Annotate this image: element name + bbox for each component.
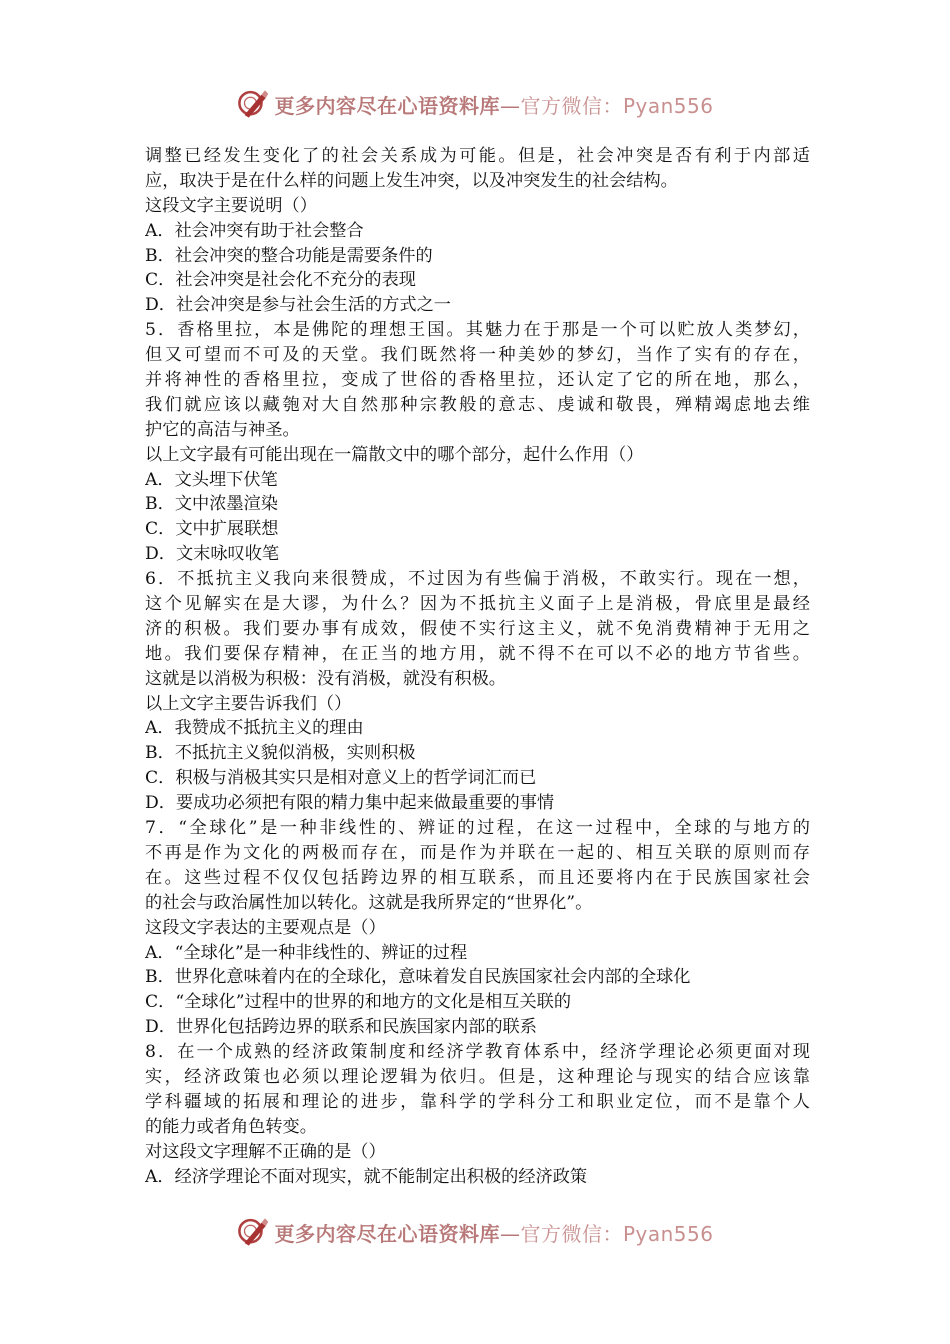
option-b: B．社会冲突的整合功能是需要条件的 xyxy=(145,245,433,266)
text-line: 的社会与政治属性加以转化。这就是我所界定的“世界化”。 xyxy=(145,892,593,913)
text-line: 但又可望而不可及的天堂。我们既然将一种美妙的梦幻，当作了实有的存在， xyxy=(145,345,810,366)
option-b: B．文中浓墨渲染 xyxy=(145,494,278,515)
text-line: 济的积极。我们要办事有成效，假使不实行这主义，就不免消费精神于无用之 xyxy=(145,618,810,639)
text-line: 8．在一个成熟的经济政策制度和经济学教育体系中，经济学理论必须更面对现 xyxy=(145,1042,810,1063)
option-d: D．要成功必须把有限的精力集中起来做最重要的事情 xyxy=(145,793,555,814)
option-b: B．不抵抗主义貌似消极，实则积极 xyxy=(145,743,416,764)
pen-logo-icon xyxy=(236,1215,270,1249)
footer-banner-dash: — xyxy=(499,1221,521,1246)
text-line: 地。我们要保存精神，在正当的地方用，就不得不在可以不必的地方节省些。 xyxy=(145,643,810,664)
option-a: A．经济学理论不面对现实，就不能制定出积极的经济政策 xyxy=(145,1166,588,1187)
header-banner-text xyxy=(274,90,713,119)
question-prompt: 这段文字主要说明（） xyxy=(145,195,317,216)
header-banner-lead: 更多内容尽在心语资料库 xyxy=(274,93,500,118)
header-banner-contact: 官方微信：Pyan556 xyxy=(520,93,714,118)
option-d: D．文末咏叹收笔 xyxy=(145,544,280,565)
option-d: D．社会冲突是参与社会生活的方式之一 xyxy=(145,295,451,316)
header-banner-dash: — xyxy=(499,93,521,118)
footer-banner-contact: 官方微信：Pyan556 xyxy=(520,1221,714,1246)
option-a: A．文头埋下伏笔 xyxy=(145,469,278,490)
text-line: 并将神性的香格里拉，变成了世俗的香格里拉，还认定了它的所在地，那么， xyxy=(145,370,810,391)
footer-watermark-banner xyxy=(0,1212,950,1252)
option-c: C．文中扩展联想 xyxy=(145,519,279,540)
text-line: 学科疆域的拓展和理论的进步，靠科学的学科分工和职业定位，而不是靠个人 xyxy=(145,1091,810,1112)
option-c: C．“全球化”过程中的世界的和地方的文化是相互关联的 xyxy=(145,992,572,1013)
option-c: C．积极与消极其实只是相对意义上的哲学词汇而已 xyxy=(145,768,537,789)
text-line: 调整已经发生变化了的社会关系成为可能。但是，社会冲突是否有利于内部适 xyxy=(145,146,810,166)
text-line: 护它的高洁与神圣。 xyxy=(145,419,300,440)
text-line: 5．香格里拉，本是佛陀的理想王国。其魅力在于那是一个可以贮放人类梦幻， xyxy=(145,320,810,341)
question-prompt: 以上文字最有可能出现在一篇散文中的哪个部分，起什么作用（） xyxy=(145,444,644,465)
option-a: A．我赞成不抵抗主义的理由 xyxy=(145,718,364,739)
text-line: 应，取决于是在什么样的问题上发生冲突，以及冲突发生的社会结构。 xyxy=(145,170,678,191)
option-a: A．“全球化”是一种非线性的、辨证的过程 xyxy=(145,942,468,963)
text-line: 在。这些过程不仅仅包括跨边界的相互联系，而且还要将内在于民族国家社会 xyxy=(145,867,810,888)
question-prompt: 这段文字表达的主要观点是（） xyxy=(145,917,386,938)
header-watermark-banner xyxy=(0,84,950,124)
option-b: B．世界化意味着内在的全球化，意味着发自民族国家社会内部的全球化 xyxy=(145,967,691,988)
option-c: C．社会冲突是社会化不充分的表现 xyxy=(145,270,416,291)
question-prompt: 对这段文字理解不正确的是（） xyxy=(145,1141,386,1162)
footer-banner-text xyxy=(274,1218,713,1247)
text-line: 实，经济政策也必须以理论逻辑为依归。但是，这种理论与现实的结合应该靠 xyxy=(145,1066,810,1087)
text-line: 这个见解实在是大谬，为什么？因为不抵抗主义面子上是消极，骨底里是最经 xyxy=(145,594,810,615)
text-line: 的能力或者角色转变。 xyxy=(145,1116,317,1137)
text-line: 我们就应该以藏匏对大自然那种宗教般的意志、虔诚和敬畏，殚精竭虑地去维 xyxy=(145,394,810,415)
text-line: 7．“全球化”是一种非线性的、辨证的过程，在这一过程中，全球的与地方的 xyxy=(145,818,810,839)
text-line: 不再是作为文化的两极而存在，而是作为并联在一起的、相互关联的原则而存 xyxy=(145,842,810,863)
question-prompt: 以上文字主要告诉我们（） xyxy=(145,693,352,714)
option-d: D．世界化包括跨边界的联系和民族国家内部的联系 xyxy=(145,1017,537,1038)
footer-banner-lead: 更多内容尽在心语资料库 xyxy=(274,1221,500,1246)
text-line: 这就是以消极为积极：没有消极，就没有积极。 xyxy=(145,668,506,689)
document-body xyxy=(145,144,810,1189)
text-line: 6．不抵抗主义我向来很赞成，不过因为有些偏于消极，不敢实行。现在一想， xyxy=(145,569,810,590)
pen-logo-icon xyxy=(236,87,270,121)
option-a: A．社会冲突有助于社会整合 xyxy=(145,220,364,241)
